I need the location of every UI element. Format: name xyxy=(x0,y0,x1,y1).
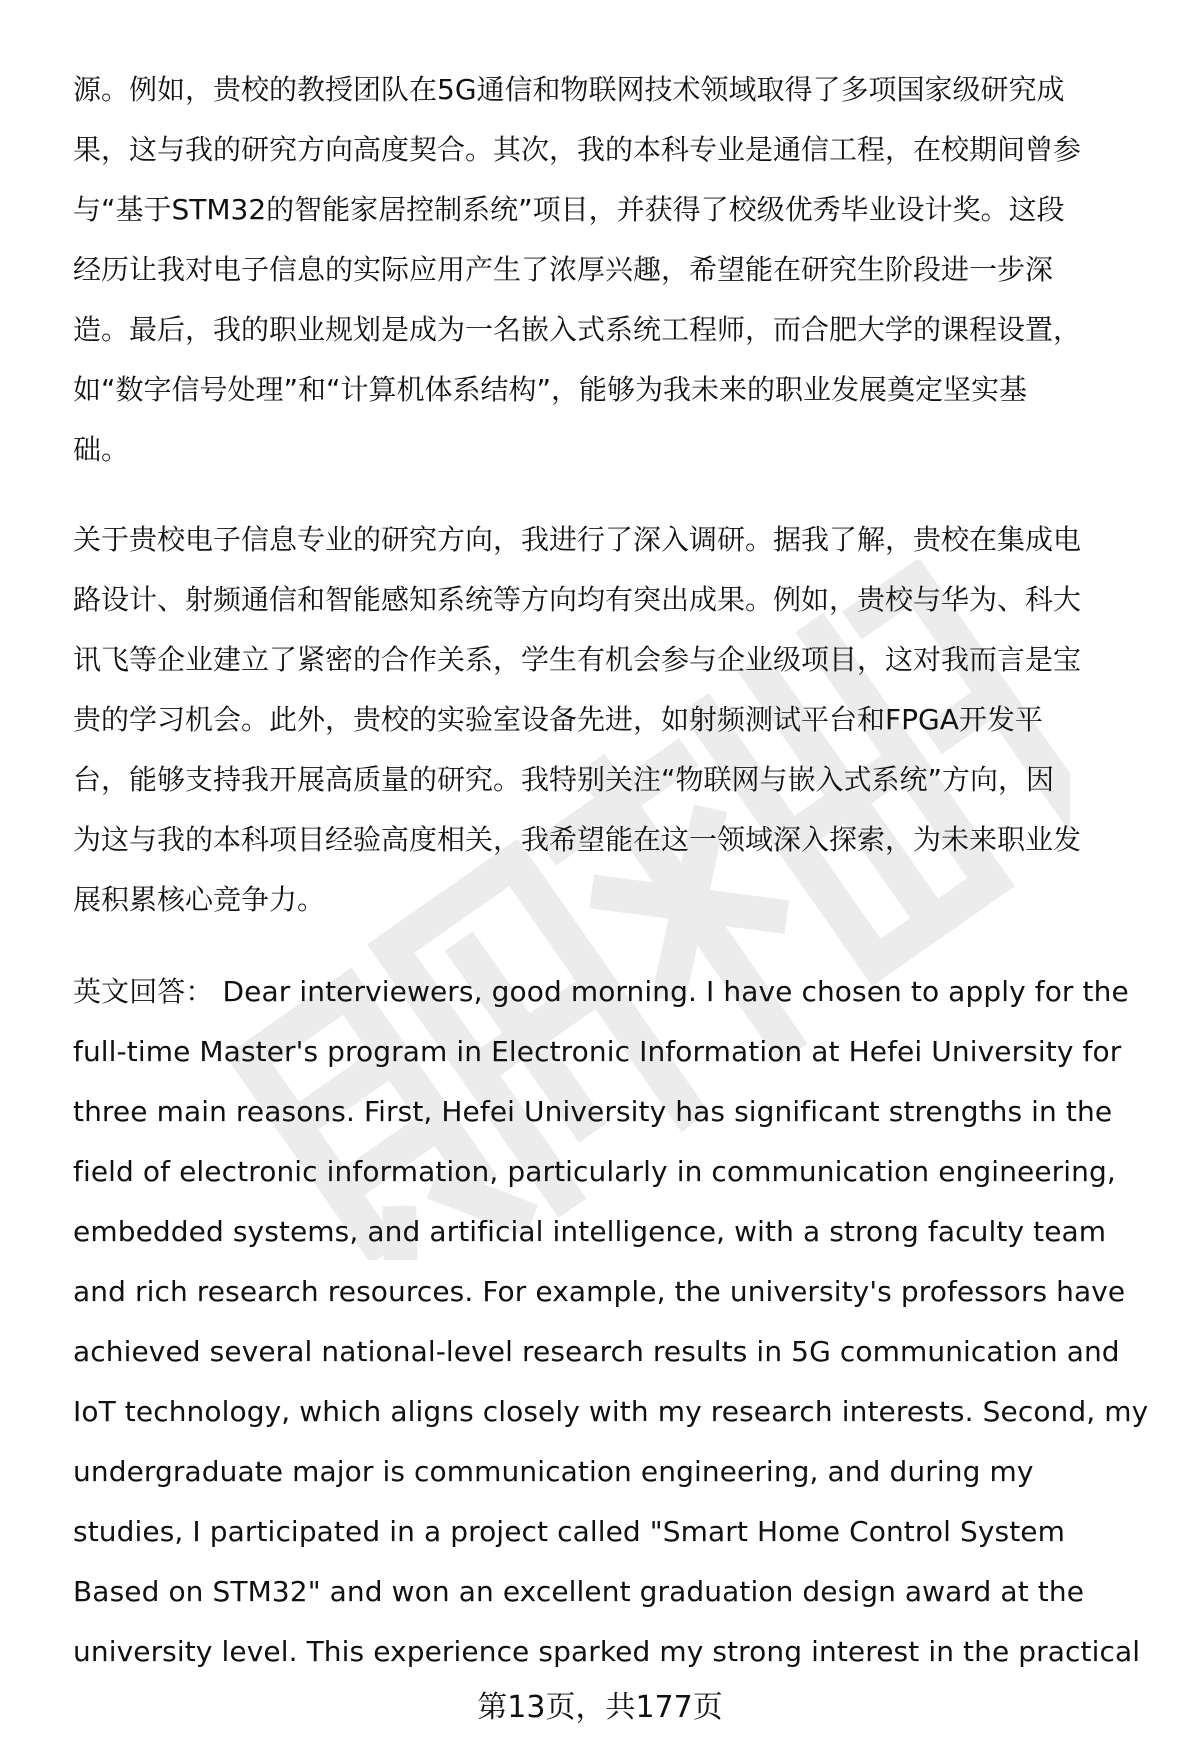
text-line: 为这与我的本科项目经验高度相关，我希望能在这一领域深入探索，为未来职业发 xyxy=(73,823,1082,856)
text-line: undergraduate major is communication engineering, and during my xyxy=(73,1455,1034,1488)
text-line: Based on STM32" and won an excellent graduation design award at the xyxy=(73,1575,1085,1608)
text-line: IoT technology, which aligns closely with my research interests. Second, my xyxy=(73,1395,1149,1428)
page-number: 第13页，共177页 xyxy=(477,1690,723,1725)
text-line: 与“基于STM32的智能家居控制系统”项目，并获得了校级优秀毕业设计奖。这段 xyxy=(73,193,1065,226)
paragraph-2 xyxy=(73,510,1153,930)
text-line: embedded systems, and artificial intelligence, with a strong faculty team xyxy=(73,1215,1107,1248)
text-line: 如“数字信号处理”和“计算机体系结构”，能够为我未来的职业发展奠定坚实基 xyxy=(73,373,1028,406)
text-line: 讯飞等企业建立了紧密的合作关系，学生有机会参与企业级项目，这对我而言是宝 xyxy=(73,643,1082,676)
text-line: 经历让我对电子信息的实际应用产生了浓厚兴趣，希望能在研究生阶段进一步深 xyxy=(73,253,1054,286)
text-line: studies, I participated in a project called "Smart Home Control System xyxy=(73,1515,1065,1548)
text-line: full-time Master's program in Electronic Information at Hefei University for xyxy=(73,1035,1122,1068)
paragraph-1 xyxy=(73,60,1153,480)
text-line: 英文回答： Dear interviewers, good morning. I have chosen to apply for the xyxy=(73,975,1129,1008)
text-line: 贵的学习机会。此外，贵校的实验室设备先进，如射频测试平台和FPGA开发平 xyxy=(73,703,1043,736)
text-line: 果，这与我的研究方向高度契合。其次，我的本科专业是通信工程，在校期间曾参 xyxy=(73,133,1082,166)
text-line: 台，能够支持我开展高质量的研究。我特别关注“物联网与嵌入式系统”方向，因 xyxy=(73,763,1055,796)
text-line: 造。最后，我的职业规划是成为一名嵌入式系统工程师，而合肥大学的课程设置， xyxy=(73,313,1082,346)
text-line: university level. This experience sparked my strong interest in the practical xyxy=(73,1635,1141,1668)
text-line: 源。例如，贵校的教授团队在5G通信和物联网技术领域取得了多项国家级研究成 xyxy=(73,73,1065,106)
text-line: 展积累核心竞争力。 xyxy=(73,883,326,916)
text-line: 关于贵校电子信息专业的研究方向，我进行了深入调研。据我了解，贵校在集成电 xyxy=(73,523,1082,556)
text-line: 础。 xyxy=(73,433,130,466)
text-line: 路设计、射频通信和智能感知系统等方向均有突出成果。例如，贵校与华为、科大 xyxy=(73,583,1082,616)
document-body xyxy=(73,60,1153,1682)
text-line: three main reasons. First, Hefei University has significant strengths in the xyxy=(73,1095,1113,1128)
text-line: and rich research resources. For example, the university's professors have xyxy=(73,1275,1126,1308)
text-line: field of electronic information, particularly in communication engineering, xyxy=(73,1155,1116,1188)
paragraph-3-english-answer xyxy=(73,962,1153,1682)
text-line: achieved several national-level research results in 5G communication and xyxy=(73,1335,1120,1368)
